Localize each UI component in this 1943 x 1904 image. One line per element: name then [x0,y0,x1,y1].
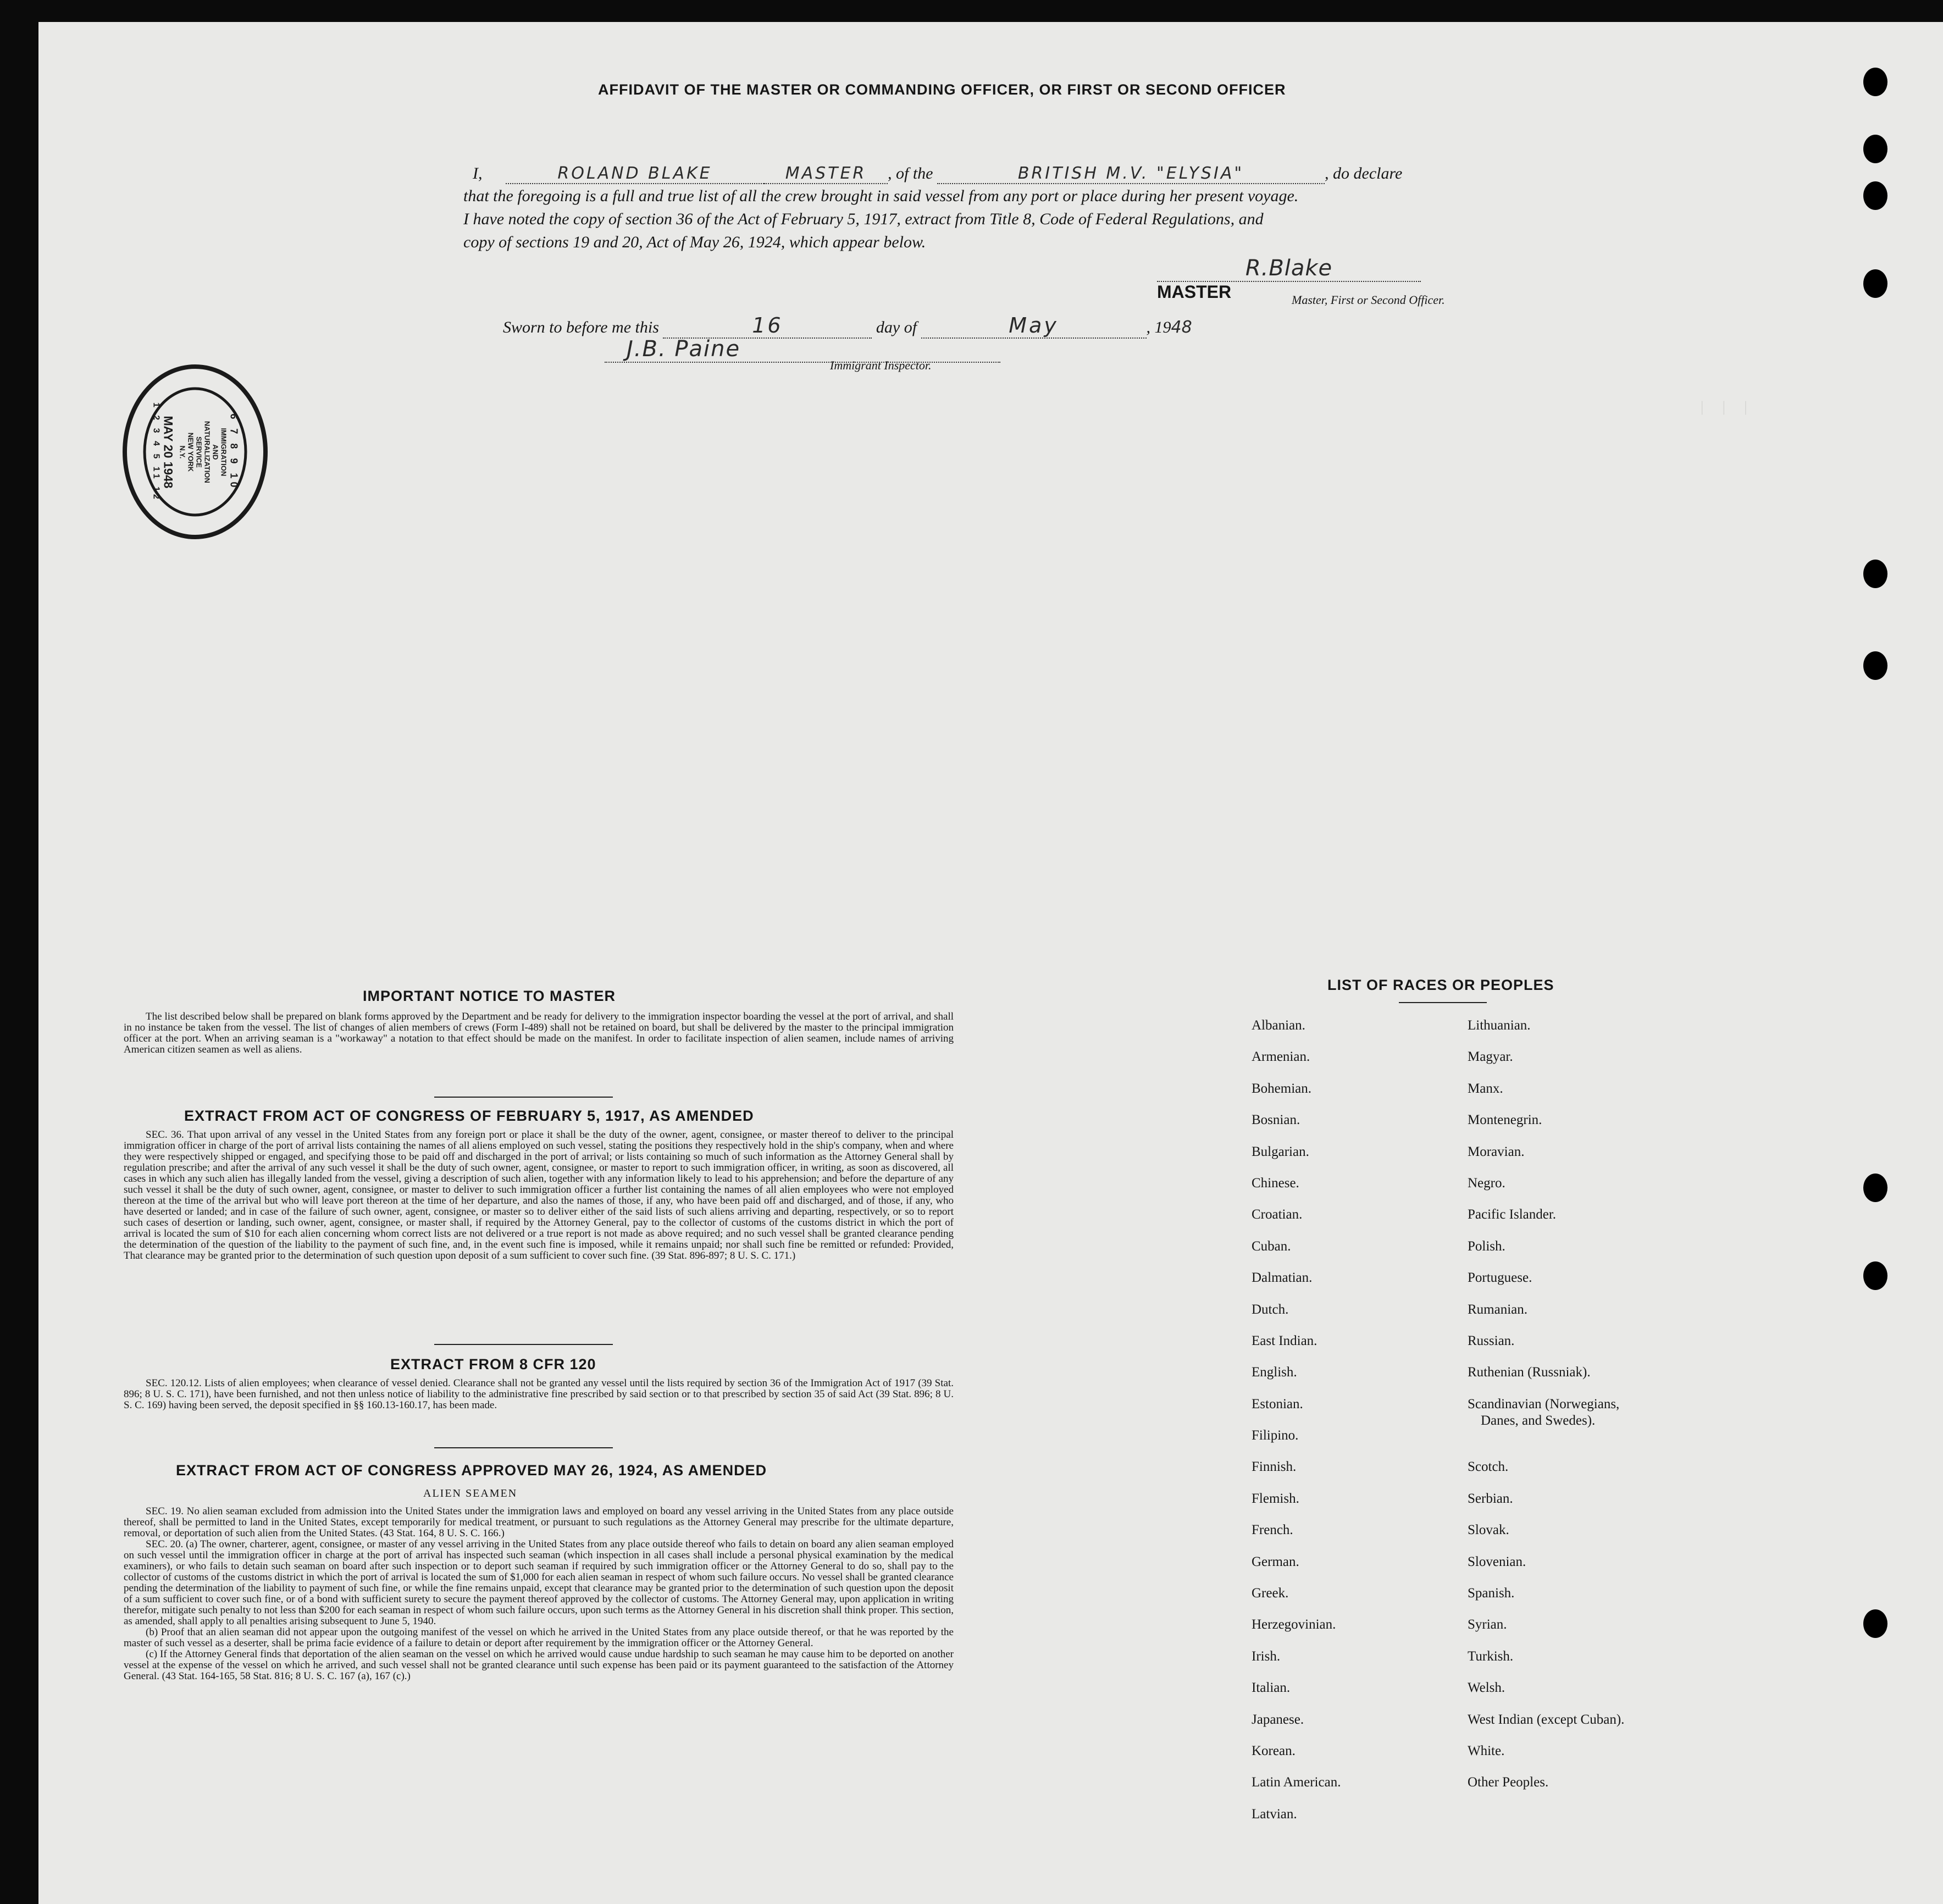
affidavit-line-2: that the foregoing is a full and true list of all the crew brought in said vessel from any port or place during her present voyage. [463,187,1299,205]
race-item: Latin American. [1252,1775,1341,1790]
divider [434,1344,613,1345]
punch-hole [1863,269,1887,298]
notice-body: The list described below shall be prepared on blank forms approved by the Department and be ready for delivery to the immigration inspector boarding the vessel at the port of arrival, and shall in no instance be taken from the vessel. The list of changes of alien members of crews (Form I-489) shall not be retained on board, but shall be delivered by the master to the principal immigration officer at the port. When an arriving seaman is a "workaway" a notation to that effect should be made on the manifest. In order to facilitate inspection of alien seamen, include names of arriving American citizen seamen as well as aliens. [124,1011,954,1055]
affidavit-line-3: I have noted the copy of section 36 of the Act of February 5, 1917, extract from Title 8, Code of Federal Regulations, and [463,210,1264,228]
sworn-line: Sworn to before me this 16 day of May , 1948 [503,313,1192,337]
race-item: East Indian. [1252,1333,1318,1348]
race-item: Albanian. [1252,1018,1305,1033]
race-item: Slovak. [1468,1523,1509,1538]
race-item: Serbian. [1468,1491,1513,1506]
immigration-date-stamp [121,363,269,541]
race-item: Estonian. [1252,1396,1303,1412]
race-item: Greek. [1252,1586,1289,1601]
race-item: Danes, and Swedes). [1481,1413,1596,1428]
sworn-day: 16 [663,313,872,339]
race-item: Portuguese. [1468,1270,1532,1286]
race-item: Russian. [1468,1333,1515,1348]
race-item: Japanese. [1252,1712,1304,1727]
master-name: ROLAND BLAKE [506,164,764,184]
inspector-caption: Immigrant Inspector. [830,358,932,372]
manifest-page [38,22,1943,1904]
race-item: Ruthenian (Russniak). [1468,1365,1591,1380]
stamp-top-numbers: 6 7 8 9 10 [228,413,240,491]
affidavit-heading: AFFIDAVIT OF THE MASTER OR COMMANDING OFFICER, OR FIRST OR SECOND OFFICER [598,81,1286,98]
race-item: White. [1468,1744,1505,1758]
race-item: Pacific Islander. [1468,1207,1557,1222]
races-left-column [1252,1018,1341,1838]
stamp-line-1: IMMIGRATION [219,428,228,477]
affidavit-line-1: I, ROLAND BLAKE MASTER , of the BRITISH M.V. "ELYSIA" , do declare [473,164,1403,183]
stamp-line-3: NATURALIZATION [203,421,212,483]
race-item: Latvian. [1252,1806,1297,1822]
stamp-line-5: NEW YORK [186,432,195,472]
race-item: Scotch. [1468,1459,1509,1475]
extract-cfr-heading: EXTRACT FROM 8 CFR 120 [390,1356,596,1372]
extract-1924-body: SEC. 19. No alien seaman excluded from admission into the United States under the immigration laws and employed on board any vessel arriving in the United States from any place outside thereof, shall be permitted to land in the United States, except temporarily for medical treatment, or pursuant to such regulations as the Attorney General may prescribe for the ultimate departure, removal, or deportation of such alien from the United States. (43 Stat. 164, 8 U. S. C. 166.) SEC. 20. (a) The owner, charterer, agent, consignee, or master of any vessel arriving in the United States from any place outside thereof who fails to detain on board any alien seaman employed on such vessel until the immigration officer in charge at the port of arrival has inspected such seaman (which inspection in all cases shall include a personal physical examination by the medical examiners), or who fails to detain such seaman on board after such inspection or to deport such seaman if required by such immigration officer or the Attorney General to do so, shall pay to the collector of customs of the customs district in which the port of arrival is located the sum of $1,000 for each alien seaman in respect of whom such failure occurs. No vessel shall be granted clearance pending the determination of the liability to payment of such fine, or while the fine remains unpaid, except that clearance may be granted prior to the determination of such question upon the deposit of a sum sufficient to cover such fine, or of a bond with sufficient surety to secure the payment thereof approved by the collector of customs. The Attorney General may, upon application in writing therefor, mitigate such penalty to not less than $200 for each seaman in respect of whom such failure occurs, upon such terms as the Attorney General in his discretion shall think proper. This section, as amended, shall apply to all penalties arising subsequent to June 5, 1940. (b) Proof that an alien seaman did not appear upon the outgoing manifest of the vessel on which he arrived in the United States from any place outside thereof, or that he was reported by the master of such vessel as a deserter, shall be prima facie evidence of a failure to detain or deport after requirement by the immigration officer or the Attorney General. (c) If the Attorney General finds that deportation of the alien seaman on the vessel on which he arrived would cause undue hardship to such seaman he may cause him to be deported on another vessel at the expense of the vessel on which he arrived, and such vessel shall not be granted clearance until such expense has been paid or its payment guaranteed to the satisfaction of the Attorney General. (43 Stat. 164-165, 58 Stat. 816; 8 U. S. C. 167 (a), 167 (c).) [124,1506,954,1682]
races-right-column [1468,1018,1624,1807]
punch-hole [1863,181,1887,210]
race-item: Chinese. [1252,1175,1299,1191]
divider [434,1447,613,1448]
race-item: Bohemian. [1252,1081,1312,1096]
race-item: Syrian. [1468,1617,1507,1632]
race-item: Negro. [1468,1175,1505,1191]
punch-hole [1863,135,1887,163]
race-item: Slovenian. [1468,1554,1526,1569]
divider [434,1097,613,1098]
race-item: Cuban. [1252,1238,1291,1254]
race-item: German. [1252,1554,1299,1569]
punch-hole [1863,651,1887,680]
race-item: Herzegovinian. [1252,1617,1336,1632]
race-item: Armenian. [1252,1049,1310,1065]
extract-1917-body: SEC. 36. That upon arrival of any vessel in the United States from any foreign port or place it shall be the duty of the owner, agent, consignee, or master thereof to deliver to the principal immigration officer in charge of the port of arrival lists containing the names of all aliens employed on such vessel, stating the positions they respectively hold in the ship's company, when and where they were respectively shipped or engaged, and specifying those to be paid off and discharged in the port of arrival; or lists containing so much of such information as the Attorney General shall by regulation prescribe; and after the arrival of any such vessel it shall be the duty of such owner, agent, consignee, or master to report to such immigration officer, in writing, as soon as discovered, all cases in which any such alien has illegally landed from the vessel, giving a description of such alien, together with any information likely to lead to his apprehension; and before the departure of any such vessel it shall be the duty of such owner, agent, consignee, or master to deliver to such immigration officer a further list containing the names of all alien employees who were not employed thereon at the time of the arrival but who will leave port thereon at the time of her departure, and also the names of those, if any, who have been paid off and discharged, and of those, if any, who have deserted or landed; and in case of the failure of such owner, agent, consignee, or master so to deliver either of the said lists of such aliens arriving and departing, respectively, or so to report such cases of desertion or landing, such owner, agent, consignee, or master shall, if required by the Attorney General, pay to the collector of customs of the customs district in which the port of arrival is located the sum of $10 for each alien concerning whom correct lists are not delivered or a true report is not made as above required; and no such vessel shall be granted clearance pending the determination of the question of the liability to the payment of such fine, and, in the event such fine is imposed, while it remains unpaid; nor shall such fine be remitted or refunded: Provided, That clearance may be granted prior to the determination of such question upon deposit of a sum sufficient to cover such fine. (39 Stat. 896-897; 8 U. S. C. 171.) [124,1129,954,1261]
races-heading: LIST OF RACES OR PEOPLES [1327,977,1554,993]
race-item: Dutch. [1252,1302,1289,1317]
divider [1399,1002,1487,1003]
alien-seamen-subheading: ALIEN SEAMEN [423,1487,518,1499]
race-item: Lithuanian. [1468,1018,1531,1033]
race-item: Scandinavian (Norwegians, [1468,1396,1620,1412]
vessel-name: BRITISH M.V. "ELYSIA" [937,164,1325,184]
race-item: Other Peoples. [1468,1775,1549,1790]
punch-hole [1863,1261,1887,1290]
notice-heading: IMPORTANT NOTICE TO MASTER [363,988,616,1004]
inspector-signature: J.B. Paine [627,336,741,362]
punch-hole [1863,68,1887,96]
stamp-line-4: SERVICE [195,436,203,468]
race-item: Magyar. [1468,1049,1513,1065]
punch-hole [1863,1174,1887,1202]
affidavit-line-4: copy of sections 19 and 20, Act of May 26, 1924, which appear below. [463,233,926,251]
race-item: Montenegrin. [1468,1112,1542,1128]
race-item: Spanish. [1468,1586,1515,1601]
race-item: Bosnian. [1252,1112,1300,1128]
race-item: Flemish. [1252,1491,1299,1506]
stamp-line-2: AND [211,444,220,460]
race-item: Italian. [1252,1680,1291,1696]
sworn-month: May [921,313,1147,339]
punch-hole [1863,1609,1887,1638]
stamp-line-6: N.Y. [178,445,187,459]
race-item: French. [1252,1523,1293,1538]
race-item: Manx. [1468,1081,1503,1096]
race-item: Rumanian. [1468,1302,1528,1317]
stamp-side-numbers: 1 2 3 4 5 11 12 [151,402,161,502]
punch-hole [1863,560,1887,588]
race-item: Moravian. [1468,1144,1525,1159]
race-item: Korean. [1252,1743,1296,1758]
inspector-signature-line [605,336,1000,363]
race-item: Welsh. [1468,1680,1505,1696]
race-item: Bulgarian. [1252,1144,1309,1159]
master-signature: R.Blake [1157,256,1421,282]
race-item: Polish. [1468,1238,1505,1254]
officer-title: MASTER [764,164,888,184]
sworn-year: 48 [1171,318,1192,337]
master-caption: Master, First or Second Officer. [1292,293,1445,307]
race-item: Turkish. [1468,1648,1514,1664]
extract-1917-heading: EXTRACT FROM ACT OF CONGRESS OF FEBRUARY 5, 1917, AS AMENDED [184,1108,754,1124]
master-label: MASTER [1157,282,1232,302]
race-item: West Indian (except Cuban). [1468,1712,1625,1727]
stamp-date: MAY 20 1948 [161,416,175,489]
race-item: English. [1252,1365,1297,1380]
extract-cfr-body: SEC. 120.12. Lists of alien employees; when clearance of vessel denied. Clearance shall not be granted any vessel until the lists required by section 36 of the Immigration Act of 1917 (39 Stat. 896; 8 U. S. C. 171), have been furnished, and not then unless notice of liability to the administrative fine prescribed by said section or to that prescribed by section 35 of said Act (39 Stat. 896; 8 U. S. C. 169) having been served, the deposit specified in §§ 160.13-160.17, has been made. [124,1377,954,1411]
race-item: Finnish. [1252,1459,1297,1475]
extract-1924-heading: EXTRACT FROM ACT OF CONGRESS APPROVED MAY 26, 1924, AS AMENDED [176,1462,767,1479]
bleed-through-text: │ │ │ [1698,401,1750,415]
race-item: Croatian. [1252,1207,1303,1222]
race-item: Dalmatian. [1252,1270,1313,1286]
race-item: Irish. [1252,1648,1281,1664]
race-item: Filipino. [1252,1428,1299,1443]
